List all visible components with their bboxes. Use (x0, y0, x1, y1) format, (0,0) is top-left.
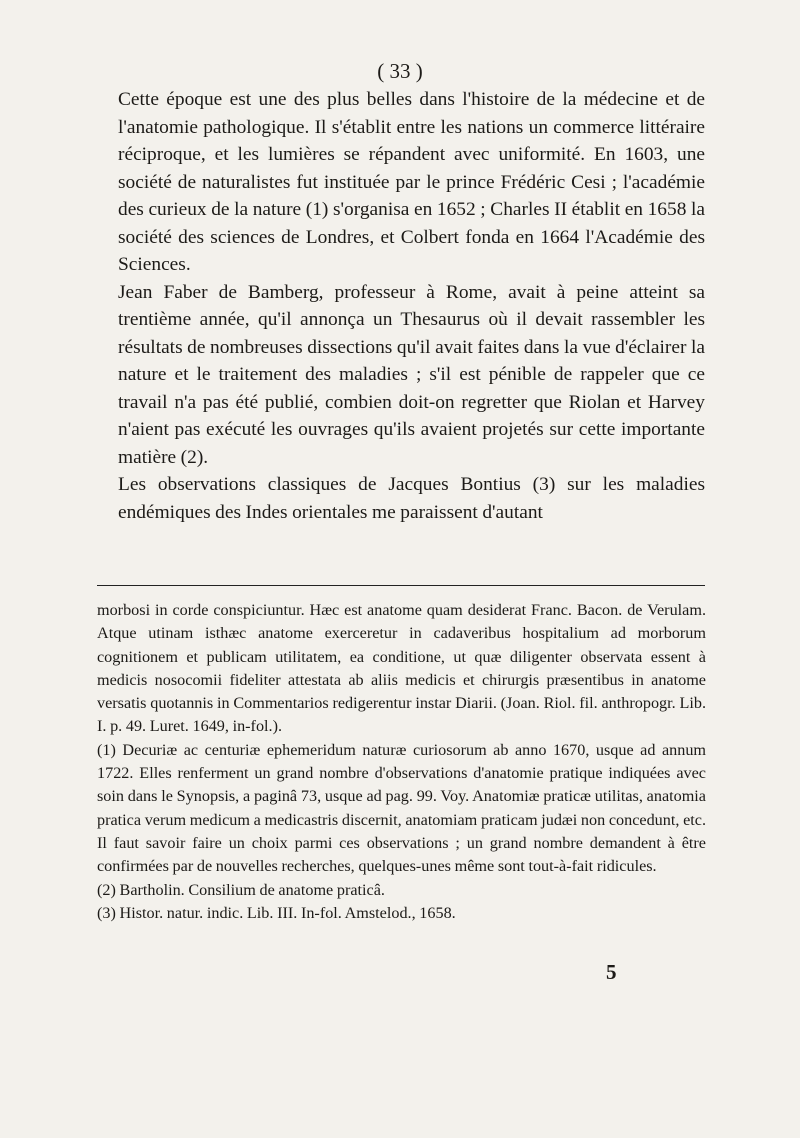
footnote-3: (3) Histor. natur. indic. Lib. III. In-fol. Amstelod., 1658. (97, 903, 456, 922)
main-text (118, 86, 705, 526)
paragraph-2: Jean Faber de Bamberg, professeur à Rome, avait à peine atteint sa trentième année, qu'il annonça un Thesaurus où il devait rassembler les résultats de nombreuses dissections qu'il avait faites dans la vue d'éclairer la nature et le traitement des maladies ; s'il est pénible de rappeler que ce travail n'a pas été publié, combien doit-on regretter que Riolan et Harvey n'aient pas exécuté les ouvrages qu'ils avaient projetés sur cette importante matière (2). (118, 281, 705, 468)
footnote-divider (97, 585, 705, 586)
footnotes (97, 599, 706, 925)
page-number-header: ( 33 ) (377, 59, 423, 83)
footnote-1: (1) Decuriæ ac centuriæ ephemeridum naturæ curiosorum ab anno 1670, usque ad annum 1722. Elles renferment un grand nombre d'observations d'anatomie pratique indiquées avec soin dans le Synopsis, a paginâ 73, usque ad pag. 99. Voy. Anatomiæ praticæ utilitas, anatomia pratica verum medicum a medicastris discernit, anatomiam praticam judæi non concedunt, etc. Il faut savoir faire un choix parmi ces observations ; un grand nombre demandent à être confirmées par de nouvelles recherches, quelques-unes même sont tout-à-fait ridicules. (97, 740, 706, 876)
footnote-continuation: morbosi in corde conspiciuntur. Hæc est anatome quam desiderat Franc. Bacon. de Verulam. Atque utinam isthæc anatome exerceretur in cadaveribus hospitalium ad morborum cognitionem et publicam utilitatem, ea conditione, ut quæ diligenter observata essent à medicis nosocomii fideliter attestata ab aliis medicis et chirurgis præsentibus in anatome versatis quotannis in Commentarios redigerentur instar Diarii. (Joan. Riol. fil. anthropogr. Lib. I. p. 49. Luret. 1649, in-fol.). (97, 601, 706, 736)
paragraph-1: Cette époque est une des plus belles dans l'histoire de la médecine et de l'anatomie pathologique. Il s'établit entre les nations un commerce littéraire réciproque, et les lumières se répandent avec uniformité. En 1603, une société de naturalistes fut instituée par le prince Frédéric Cesi ; l'académie des curieux de la nature (1) s'organisa en 1652 ; Charles II établit en 1658 la société des sciences de Londres, et Colbert fonda en 1664 l'Académie des Sciences. (118, 89, 705, 275)
footnote-2: (2) Bartholin. Consilium de anatome praticâ. (97, 880, 385, 899)
signature-mark: 5 (606, 960, 617, 984)
paragraph-3: Les observations classiques de Jacques Bontius (3) sur les maladies endémiques des Indes orientales me paraissent d'autant (118, 474, 705, 523)
